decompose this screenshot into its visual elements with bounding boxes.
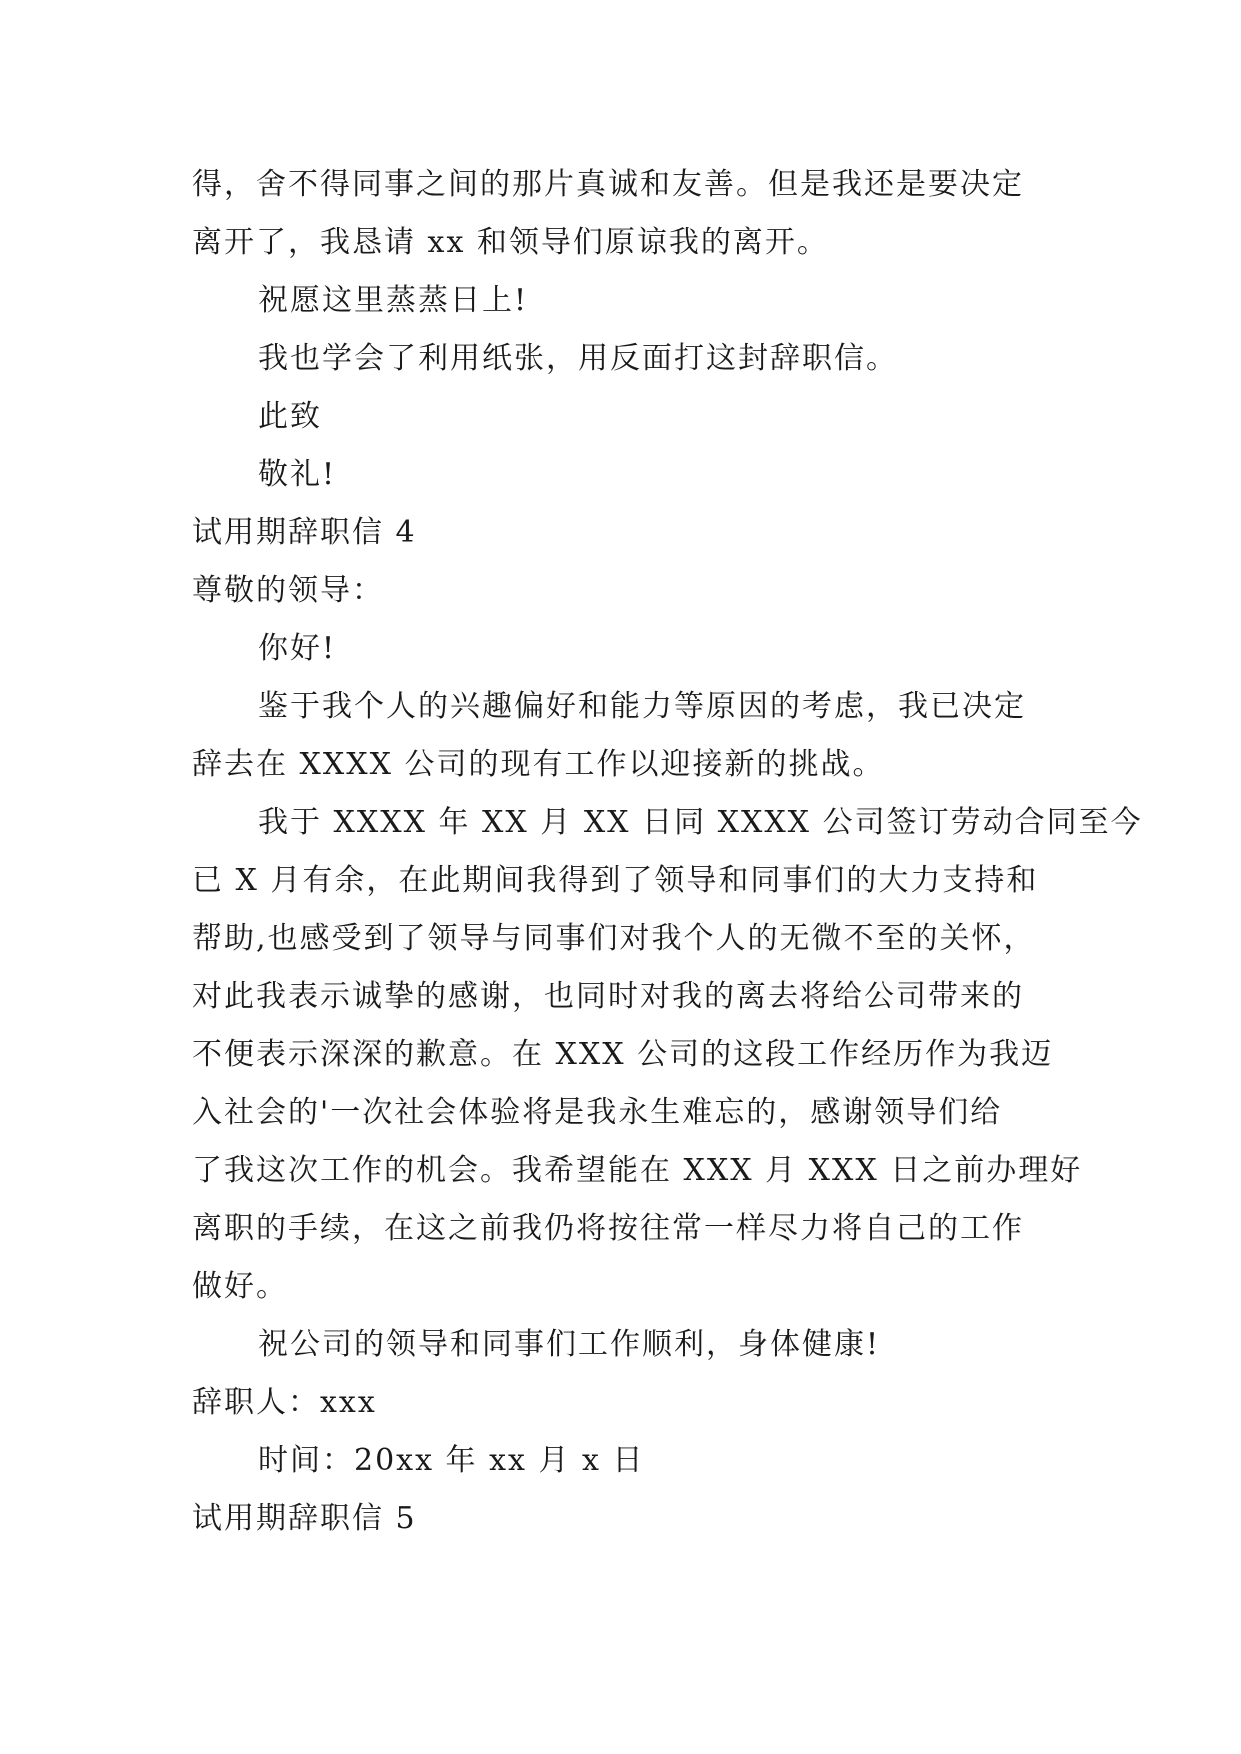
body-text-line: 离开了，我恳请 xx 和领导们原谅我的离开。 — [192, 225, 829, 260]
letter-greeting: 你好! — [258, 631, 337, 666]
section-heading-4: 试用期辞职信 4 — [192, 515, 417, 550]
body-text-line: 已 X 月有余，在此期间我得到了领导和同事们的大力支持和 — [192, 863, 1039, 898]
section-heading-5: 试用期辞职信 5 — [192, 1501, 417, 1536]
body-text-line: 了我这次工作的机会。我希望能在 XXX 月 XXX 日之前办理好 — [192, 1153, 1083, 1188]
closing-salutation: 此致 — [258, 399, 322, 434]
letter-recipient: 尊敬的领导： — [192, 573, 384, 608]
closing-wish: 祝愿这里蒸蒸日上! — [258, 283, 529, 318]
body-text-line: 帮助,也感受到了领导与同事们对我个人的无微不至的关怀， — [192, 921, 1036, 956]
body-text-line: 离职的手续，在这之前我仍将按往常一样尽力将自己的工作 — [192, 1211, 1024, 1246]
closing-wish: 祝公司的领导和同事们工作顺利，身体健康! — [258, 1327, 881, 1362]
body-text-line: 做好。 — [192, 1269, 288, 1304]
body-text-line: 入社会的'一次社会体验将是我永生难忘的，感谢领导们给 — [192, 1095, 1003, 1130]
body-text-line: 鉴于我个人的兴趣偏好和能力等原因的考虑，我已决定 — [258, 689, 1026, 724]
body-text-line: 不便表示深深的歉意。在 XXX 公司的这段工作经历作为我迈 — [192, 1037, 1054, 1072]
body-text-line: 对此我表示诚挚的感谢，也同时对我的离去将给公司带来的 — [192, 979, 1024, 1014]
closing-regards: 敬礼! — [258, 457, 337, 492]
body-text-line: 得，舍不得同事之间的那片真诚和友善。但是我还是要决定 — [192, 167, 1024, 202]
body-text-line: 辞去在 XXXX 公司的现有工作以迎接新的挑战。 — [192, 747, 885, 782]
body-text-line: 我于 XXXX 年 XX 月 XX 日同 XXXX 公司签订劳动合同至今 — [258, 805, 1143, 840]
date-line: 时间：20xx 年 xx 月 x 日 — [258, 1443, 645, 1478]
signature-line: 辞职人：xxx — [192, 1385, 377, 1420]
body-text-line: 我也学会了利用纸张，用反面打这封辞职信。 — [258, 341, 898, 376]
